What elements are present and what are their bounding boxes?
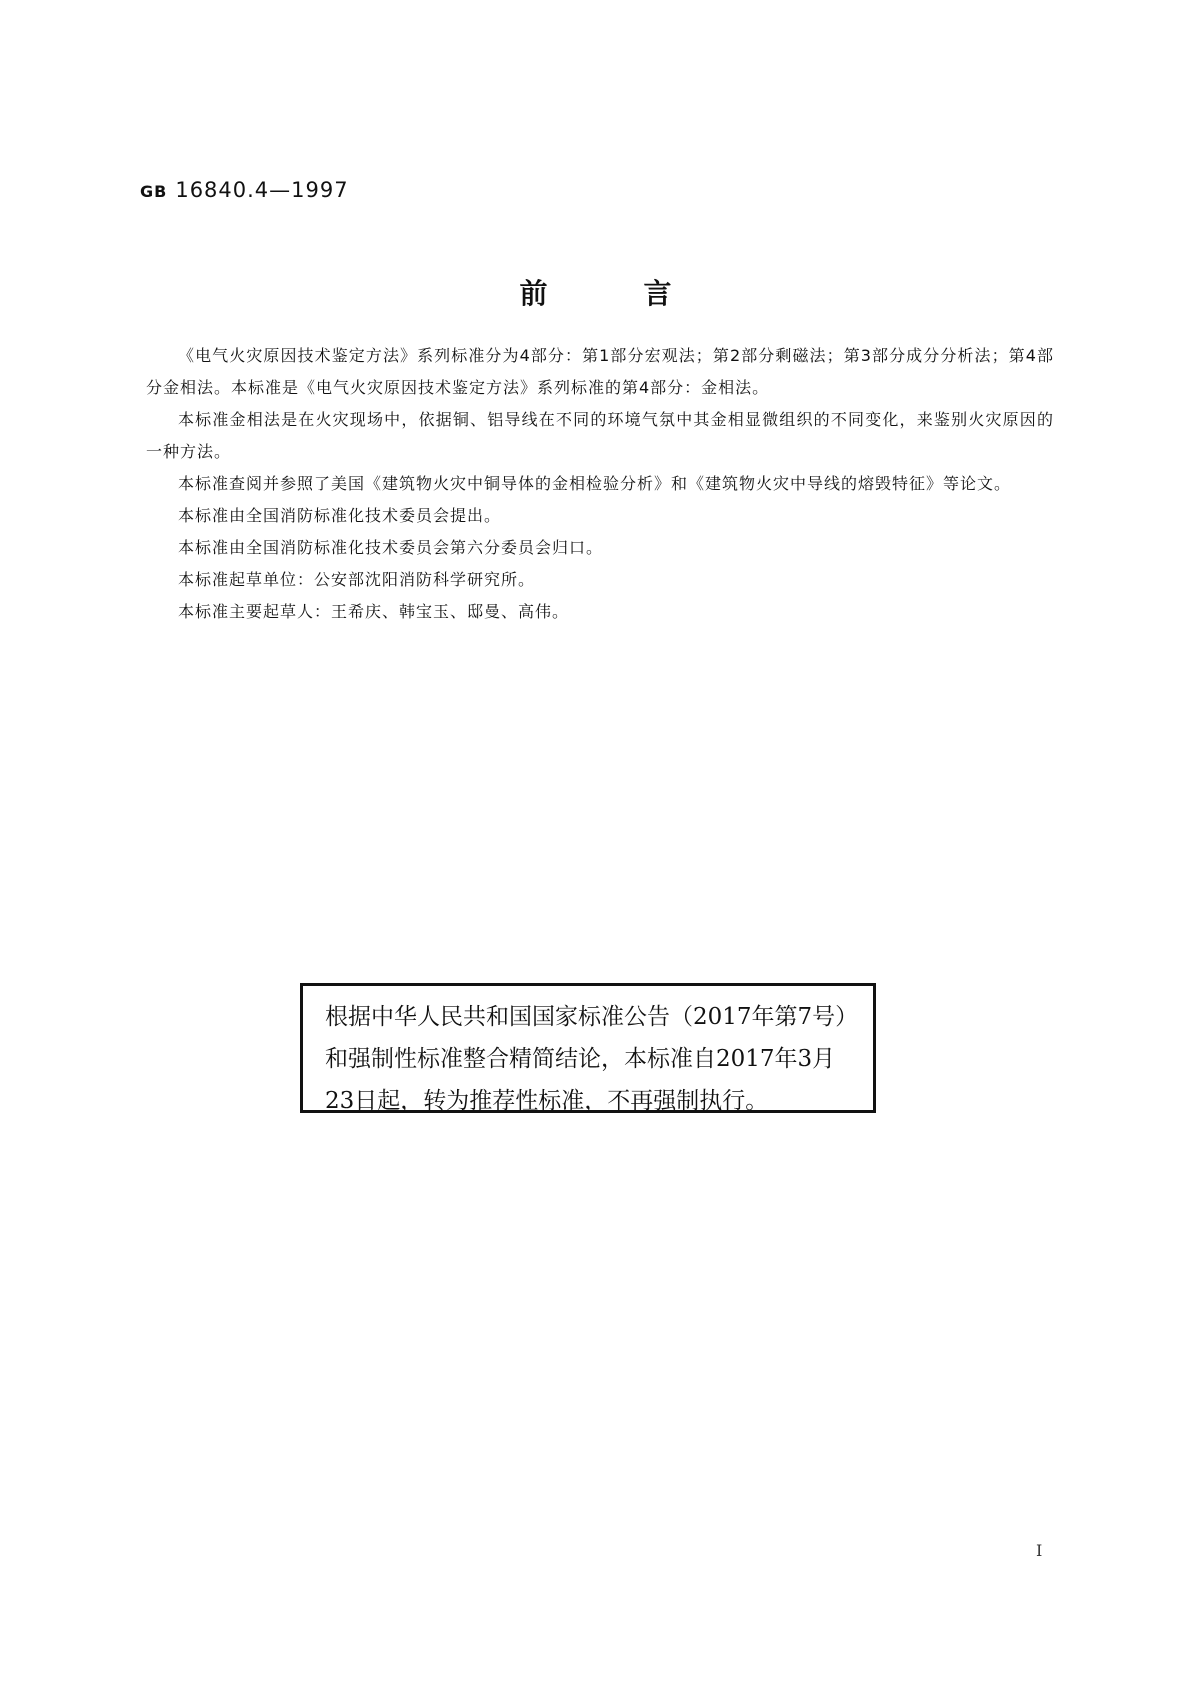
paragraph: 本标准主要起草人：王希庆、韩宝玉、邸曼、高伟。 — [178, 602, 570, 621]
paragraph: 本标准由全国消防标准化技术委员会提出。 — [178, 506, 502, 525]
status-notice-box — [300, 983, 876, 1113]
standard-prefix: GB — [140, 182, 168, 201]
status-notice-text: 根据中华人民共和国国家标准公告（2017年第7号）和强制性标准整合精简结论，本标准自2017年3月23日起，转为推荐性标准，不再强制执行。 — [325, 1004, 847, 1114]
standard-number: 16840.4—1997 — [175, 178, 349, 202]
paragraph: 本标准金相法是在火灾现场中，依据铜、铝导线在不同的环境气氛中其金相显微组织的不同变化，来鉴别火灾原因的一种方法。 — [146, 410, 1054, 461]
foreword-body — [146, 340, 1054, 628]
page-number: I — [1036, 1541, 1043, 1560]
standard-code — [140, 178, 349, 202]
paragraph: 本标准查阅并参照了美国《建筑物火灾中铜导体的金相检验分析》和《建筑物火灾中导线的熔毁特征》等论文。 — [178, 474, 1012, 493]
paragraph: 《电气火灾原因技术鉴定方法》系列标准分为4部分：第1部分宏观法；第2部分剩磁法；第3部分成分分析法；第4部分金相法。本标准是《电气火灾原因技术鉴定方法》系列标准的第4部分：金相法。 — [146, 346, 1054, 397]
page-title: 前言 — [519, 277, 768, 310]
paragraph: 本标准由全国消防标准化技术委员会第六分委员会归口。 — [178, 538, 604, 557]
paragraph: 本标准起草单位：公安部沈阳消防科学研究所。 — [178, 570, 536, 589]
